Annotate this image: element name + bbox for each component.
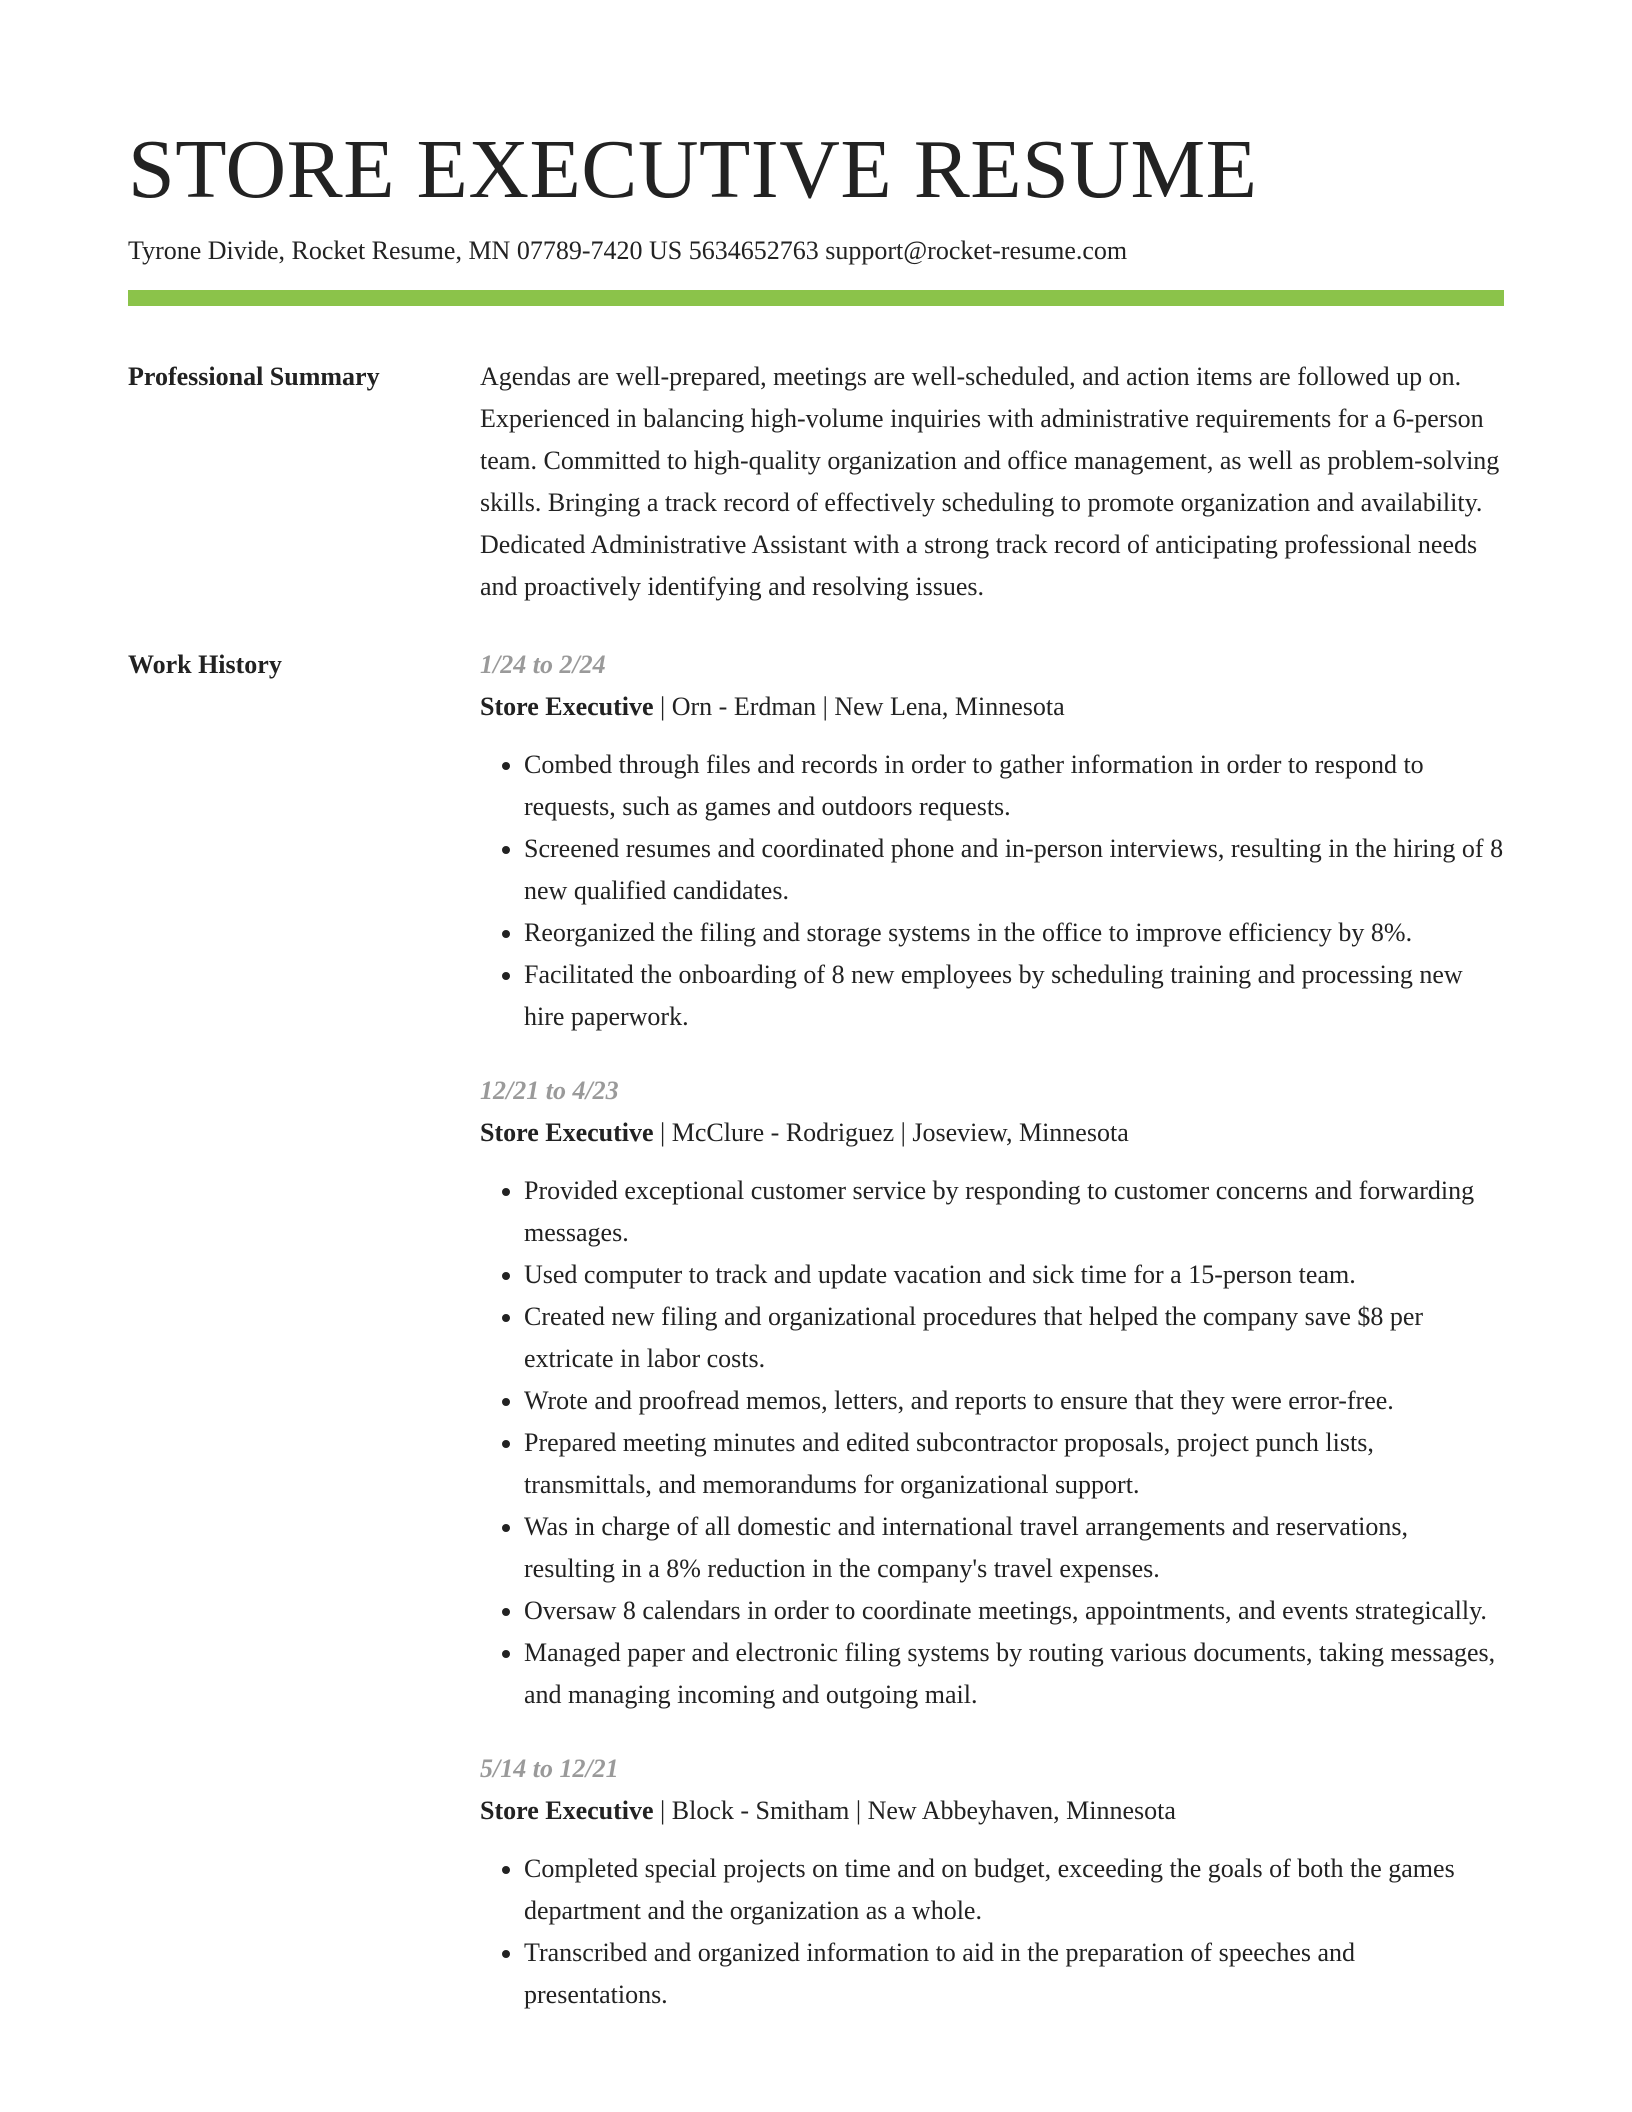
summary-body bbox=[480, 356, 1504, 608]
job-bullet: • Combed through files and records in order to gather information in order to respond to requests, such as games and outdoors requests. bbox=[524, 744, 1504, 828]
job-title: Store Executive bbox=[480, 692, 654, 721]
job-bullet: • Oversaw 8 calendars in order to coordinate meetings, appointments, and events strategically. bbox=[524, 1590, 1504, 1632]
summary-text: Agendas are well-prepared, meetings are well-scheduled, and action items are followed up on. Experienced in balancing high-volume inquiries with administrative requirements for a 6-person team. Committed to high-quality organization and office management, as well as problem-solving skills. Bringing a track record of effectively scheduling to promote organization and availability. Dedicated Administrative Assistant with a strong track record of anticipating professional needs and proactively identifying and resolving issues. bbox=[480, 362, 1500, 601]
job-title: Store Executive bbox=[480, 1796, 654, 1825]
job-bullet: • Managed paper and electronic filing systems by routing various documents, taking messages, and managing incoming and outgoing mail. bbox=[524, 1632, 1504, 1716]
section-label-summary: Professional Summary bbox=[128, 362, 380, 391]
resume-page bbox=[128, 120, 1504, 2048]
job-bullet: • Facilitated the onboarding of 8 new employees by scheduling training and processing new hire paperwork. bbox=[524, 954, 1504, 1038]
job-dates: 12/21 to 4/23 bbox=[480, 1076, 619, 1105]
job-heading bbox=[480, 1790, 1504, 1832]
job-bullet: • Was in charge of all domestic and international travel arrangements and reservations, resulting in a 8% reduction in the company's travel expenses. bbox=[524, 1506, 1504, 1590]
job-entry bbox=[480, 1748, 1504, 2016]
work-history-section bbox=[128, 644, 1504, 2048]
accent-divider bbox=[128, 290, 1504, 306]
job-entry bbox=[480, 644, 1504, 1038]
section-label-work-history: Work History bbox=[128, 650, 282, 679]
job-bullet: • Wrote and proofread memos, letters, and reports to ensure that they were error-free. bbox=[524, 1380, 1504, 1422]
job-bullet: • Created new filing and organizational procedures that helped the company save $8 per extricate in labor costs. bbox=[524, 1296, 1504, 1380]
job-bullet-list bbox=[480, 744, 1504, 1038]
job-dates: 5/14 to 12/21 bbox=[480, 1754, 619, 1783]
job-dates: 1/24 to 2/24 bbox=[480, 650, 606, 679]
job-bullet: • Reorganized the filing and storage systems in the office to improve efficiency by 8%. bbox=[524, 912, 1504, 954]
contact-line: Tyrone Divide, Rocket Resume, MN 07789-7420 US 5634652763 support@rocket-resume.com bbox=[128, 236, 1128, 265]
job-bullet: • Provided exceptional customer service by responding to customer concerns and forwarding messages. bbox=[524, 1170, 1504, 1254]
job-bullet-list bbox=[480, 1170, 1504, 1716]
job-company-location: | Block - Smitham | New Abbeyhaven, Minnesota bbox=[653, 1796, 1176, 1825]
job-bullet: • Completed special projects on time and on budget, exceeding the goals of both the games department and the organization as a whole. bbox=[524, 1848, 1504, 1932]
resume-title: STORE EXECUTIVE RESUME bbox=[128, 123, 1258, 216]
job-bullet-list bbox=[480, 1848, 1504, 2016]
job-heading bbox=[480, 1112, 1504, 1154]
job-bullet: • Prepared meeting minutes and edited subcontractor proposals, project punch lists, transmittals, and memorandums for organizational support. bbox=[524, 1422, 1504, 1506]
job-bullet: • Screened resumes and coordinated phone and in-person interviews, resulting in the hiring of 8 new qualified candidates. bbox=[524, 828, 1504, 912]
job-bullet: • Transcribed and organized information to aid in the preparation of speeches and presentations. bbox=[524, 1932, 1504, 2016]
professional-summary-section bbox=[128, 356, 1504, 608]
job-heading bbox=[480, 686, 1504, 728]
job-title: Store Executive bbox=[480, 1118, 654, 1147]
job-bullet: • Used computer to track and update vacation and sick time for a 15-person team. bbox=[524, 1254, 1504, 1296]
job-company-location: | Orn - Erdman | New Lena, Minnesota bbox=[653, 692, 1065, 721]
job-company-location: | McClure - Rodriguez | Joseview, Minnesota bbox=[653, 1118, 1129, 1147]
work-history-body bbox=[480, 644, 1504, 2048]
job-entry bbox=[480, 1070, 1504, 1716]
